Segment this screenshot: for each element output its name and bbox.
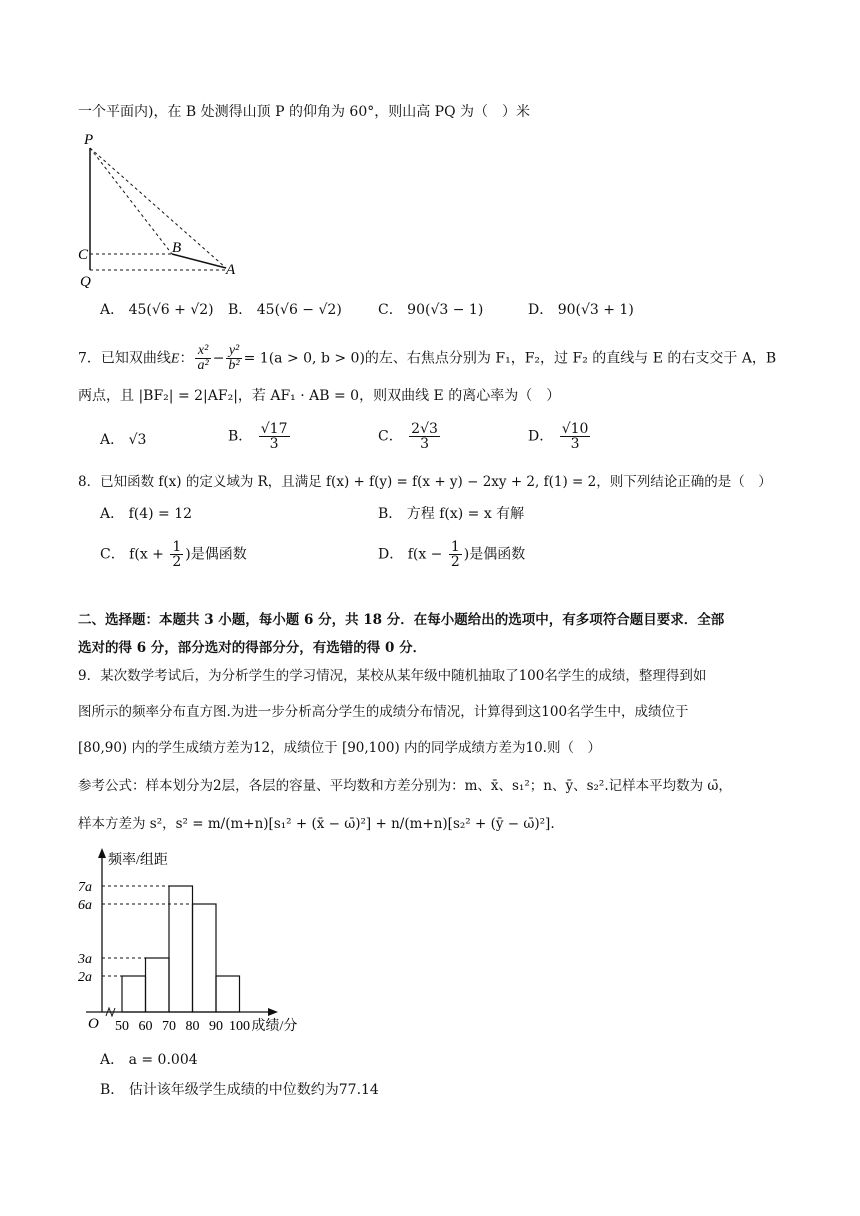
frequency-histogram [76,848,336,1038]
y-tick-label: 6a [78,898,92,913]
q6-stem: 一个平面内)，在 B 处测得山顶 P 的仰角为 60°，则山高 PQ 为（ ）米 [78,104,531,120]
histogram-bar [169,886,193,1012]
q7-stem-line1: 7．已知双曲线E： $\frac{\text{x²}}{\text{a²}}$ − $\frac{\text{y²}}{\text{b²}}$ = 1(a > 0, b > 0)的左、右焦点分别为 F₁，F₂，过 F₂ 的直线与 E 的右支交于 A，B [78,343,777,373]
q7-stem-line2: 两点，且 |BF₂| = 2|AF₂|，若 AF₁ · AB = 0，则双曲线 E 的离心率为（ ） [78,388,561,404]
y-tick-label: 3a [78,952,92,967]
x-tick-label: 100 [229,1019,250,1034]
y-tick-label: 2a [78,970,92,985]
q6-option-a: A． 45(√6 + √2) [100,302,214,318]
label-C: C [78,247,89,263]
q9-reference-line1: 参考公式：样本划分为2层，各层的容量、平均数和方差分别为：m、x̄、s₁²；n、ȳ、s₂².记样本平均数为 ω̄， [78,778,732,794]
q6-option-d: D． 90(√3 + 1) [528,302,634,318]
section2-heading-line1: 二、选择题：本题共 3 小题，每小题 6 分，共 18 分．在每小题给出的选项中，有多项符合题目要求．全部 [78,612,725,628]
q9-stem-line2: 图所示的频率分布直方图.为进一步分析高分学生的成绩分布情况，计算得到这100名学生中，成绩位于 [78,704,689,720]
x-tick-label: 90 [209,1019,223,1034]
q9-stem-line1: 9．某次数学考试后，为分析学生的学习情况，某校从某年级中随机抽取了100名学生的成绩，整理得到如 [78,668,707,684]
q8-option-b: B． 方程 f(x) = x 有解 [378,506,525,522]
q9-option-a: A． a = 0.004 [100,1052,198,1068]
q7-option-b: B． $\frac{√17}{3}$ [228,421,288,452]
q7-option-a: A． √3 [100,432,147,448]
q6-triangle-figure [76,128,246,288]
q8-option-c: C． f(x + $\frac{1}{2}$ )是偶函数 [100,539,247,570]
q6-option-b: B． 45(√6 − √2) [228,302,342,318]
origin-label: O [88,1016,99,1032]
section2-heading-line2: 选对的得 6 分，部分选对的得部分分，有选错的得 0 分． [78,640,427,656]
q8-option-d: D． f(x − $\frac{1}{2}$ )是偶函数 [378,539,526,570]
q7-option-d: D． $\frac{√10}{3}$ [528,421,589,452]
y-tick-label: 7a [78,880,92,895]
q9-stem-line3: [80,90) 内的学生成绩方差为12，成绩位于 [90,100) 内的同学成绩方差为10.则（ ） [78,740,601,756]
x-axis-label: 成绩/分 [251,1019,298,1034]
q9-reference-line2: 样本方差为 s²，s² = m/(m+n)[s₁² + (x̄ − ω̄)²] + n/(m+n)[s₂² + (ȳ − ω̄)²]. [78,816,555,832]
q7-option-c: C． $\frac{2√3}{3}$ [378,421,438,452]
histogram-bar [146,958,170,1012]
x-tick-label: 60 [138,1019,153,1034]
label-P: P [84,132,94,148]
q9-option-b: B． 估计该年级学生成绩的中位数约为77.14 [100,1082,379,1098]
label-B: B [172,240,182,256]
q8-option-a: A． f(4) = 12 [100,506,193,522]
histogram-bar [122,976,146,1012]
q8-stem: 8．已知函数 f(x) 的定义域为 R，且满足 f(x) + f(y) = f(x + y) − 2xy + 2, f(1) = 2，则下列结论正确的是（ ） [78,474,772,490]
q6-option-c: C． 90(√3 − 1) [378,302,484,318]
y-axis-label: 频率/组距 [108,853,168,868]
x-tick-label: 80 [185,1019,200,1034]
x-tick-label: 70 [162,1019,176,1034]
histogram-bar [193,904,217,1012]
histogram-bar [216,976,240,1012]
x-tick-label: 50 [115,1019,129,1034]
label-A: A [226,262,236,278]
label-Q: Q [80,274,91,288]
